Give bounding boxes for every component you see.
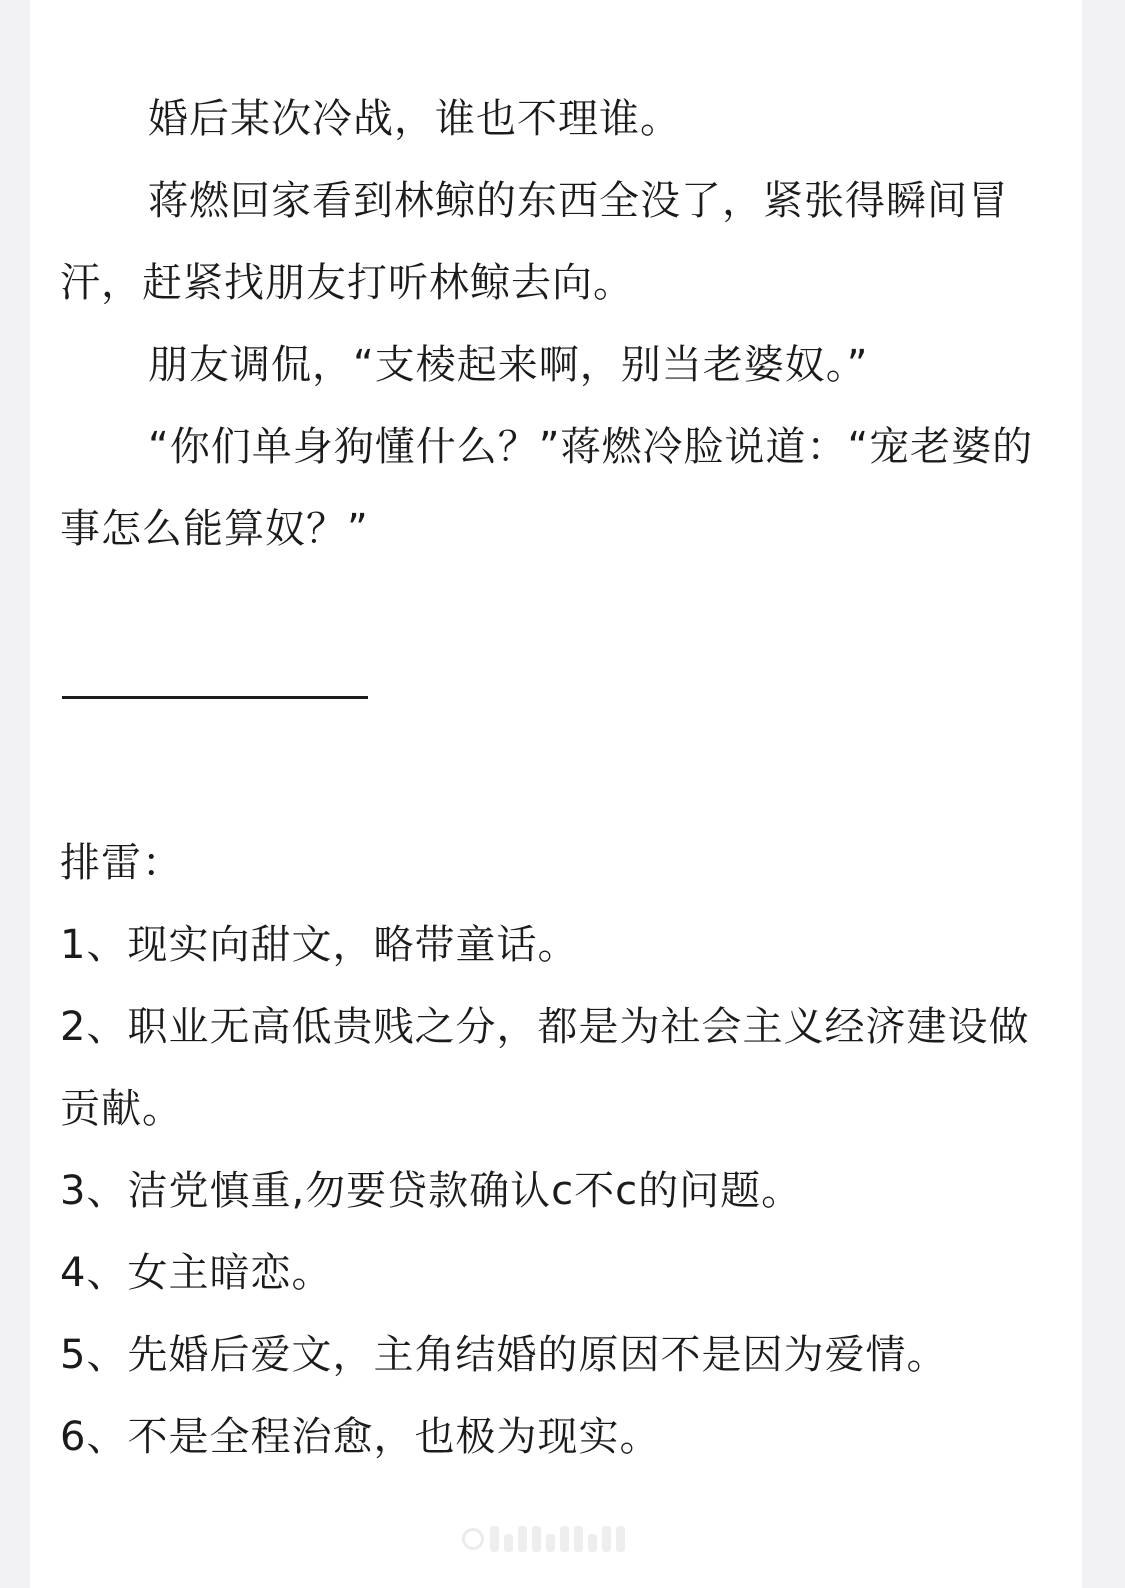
warnings-section (60, 822, 1060, 1478)
warning-item: 5、先婚后爱文，主角结婚的原因不是因为爱情。 (60, 1332, 948, 1378)
warning-item: 1、现实向甜文，略带童话。 (60, 922, 579, 968)
section-divider (62, 696, 368, 699)
story-paragraph-2: 蒋燃回家看到林鲸的东西全没了，紧张得瞬间冒汗，赶紧找朋友打听林鲸去向。 (60, 178, 1009, 306)
warning-item: 6、不是全程治愈，也极为现实。 (60, 1414, 661, 1460)
weibo-watermark-icon (462, 1520, 712, 1558)
watermark-circle-icon (462, 1528, 484, 1550)
story-paragraph-3: 朋友调侃，“支棱起来啊，别当老婆奴。” (148, 342, 869, 388)
watermark-bars-icon (490, 1526, 625, 1552)
warning-item: 3、洁党慎重,勿要贷款确认c不c的问题。 (60, 1168, 803, 1214)
story-paragraph-1: 婚后某次冷战，谁也不理谁。 (148, 96, 681, 142)
document-page (30, 0, 1082, 1588)
warning-item: 2、职业无高低贵贱之分，都是为社会主义经济建设做贡献。 (60, 1004, 1030, 1132)
warning-item: 4、女主暗恋。 (60, 1250, 333, 1296)
story-excerpt (60, 78, 1050, 570)
warnings-heading: 排雷： (60, 840, 183, 886)
story-paragraph-4: “你们单身狗懂什么？”蒋燃冷脸说道：“宠老婆的事怎么能算奴？” (60, 424, 1034, 552)
